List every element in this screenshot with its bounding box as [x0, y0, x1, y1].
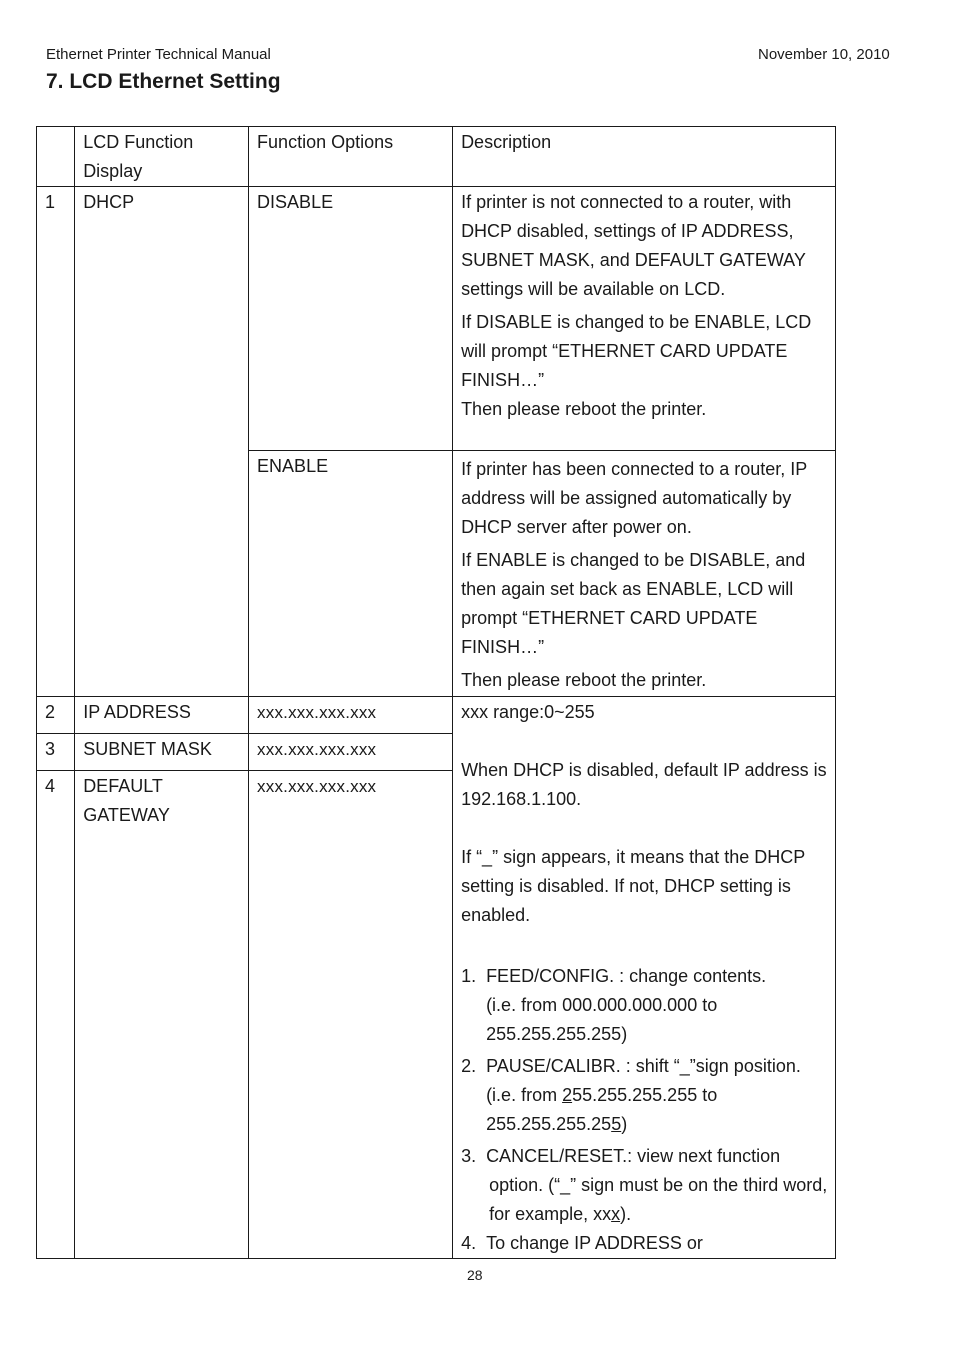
header-cell-number [37, 127, 75, 187]
list-item-detail: (i.e. from 000.000.000.000 to 255.255.255.255) [486, 995, 718, 1044]
desc-sign-note: If “_” sign appears, it means that the DHCP setting is disabled. If not, DHCP setting is enabled. [461, 847, 805, 925]
list-item-detail: (i.e. from 255.255.255.255 to 255.255.255.255) [486, 1085, 718, 1134]
desc-paragraph: If printer is not connected to a router, with DHCP disabled, settings of IP ADDRESS, SUBNET MASK, and DEFAULT GATEWAY settings will be available on LCD. [461, 192, 806, 299]
row-number: 1 [37, 187, 75, 697]
function-name-subnet-mask: SUBNET MASK [75, 734, 249, 771]
description-enable [453, 451, 836, 697]
table-header-row [37, 127, 836, 187]
function-name-ip-address: IP ADDRESS [75, 697, 249, 734]
list-item: 4. To change IP ADDRESS or [461, 1233, 703, 1253]
desc-paragraph: Then please reboot the printer. [461, 399, 707, 419]
list-item: 2. PAUSE/CALIBR. : shift “_”sign position. [461, 1056, 801, 1076]
page-number: 28 [467, 1267, 483, 1283]
function-name-default-gateway: DEFAULT GATEWAY [75, 771, 249, 1259]
desc-paragraph: Then please reboot the printer. [461, 670, 707, 690]
header-cell-function-display: LCD Function Display [75, 127, 249, 187]
lcd-ethernet-settings-table [36, 126, 836, 1259]
section-title: 7. LCD Ethernet Setting [46, 70, 281, 93]
desc-paragraph: If ENABLE is changed to be DISABLE, and then again set back as ENABLE, LCD will prompt “ETHERNET CARD UPDATE FINISH…” [461, 550, 806, 657]
desc-range: xxx range:0~255 [461, 702, 595, 722]
desc-paragraph: If DISABLE is changed to be ENABLE, LCD will prompt “ETHERNET CARD UPDATE FINISH…” [461, 312, 812, 390]
list-item: 3. CANCEL/RESET.: view next function [461, 1146, 781, 1166]
desc-default-ip: When DHCP is disabled, default IP address is 192.168.1.100. [461, 760, 827, 809]
description-disable [453, 187, 836, 451]
option-ip-address: xxx.xxx.xxx.xxx [249, 697, 453, 734]
desc-paragraph: If printer has been connected to a router, IP address will be assigned automatically by DHCP server after power on. [461, 459, 807, 537]
function-name-dhcp: DHCP [75, 187, 249, 697]
row-number: 2 [37, 697, 75, 734]
option-enable: ENABLE [249, 451, 453, 697]
row-number: 4 [37, 771, 75, 1259]
list-item: 1. FEED/CONFIG. : change contents. [461, 966, 767, 986]
option-subnet-mask: xxx.xxx.xxx.xxx [249, 734, 453, 771]
running-header-title: Ethernet Printer Technical Manual [46, 46, 271, 63]
option-default-gateway: xxx.xxx.xxx.xxx [249, 771, 453, 1259]
list-item-detail: option. (“_” sign must be on the third word, for example, xxx). [489, 1175, 828, 1224]
running-header-date: November 10, 2010 [758, 46, 890, 63]
table-row-ip-address [37, 697, 836, 734]
header-cell-function-options: Function Options [249, 127, 453, 187]
header-cell-description: Description [453, 127, 836, 187]
row-number: 3 [37, 734, 75, 771]
table-row-dhcp-disable [37, 187, 836, 451]
option-disable: DISABLE [249, 187, 453, 451]
description-address-settings [453, 697, 836, 1259]
